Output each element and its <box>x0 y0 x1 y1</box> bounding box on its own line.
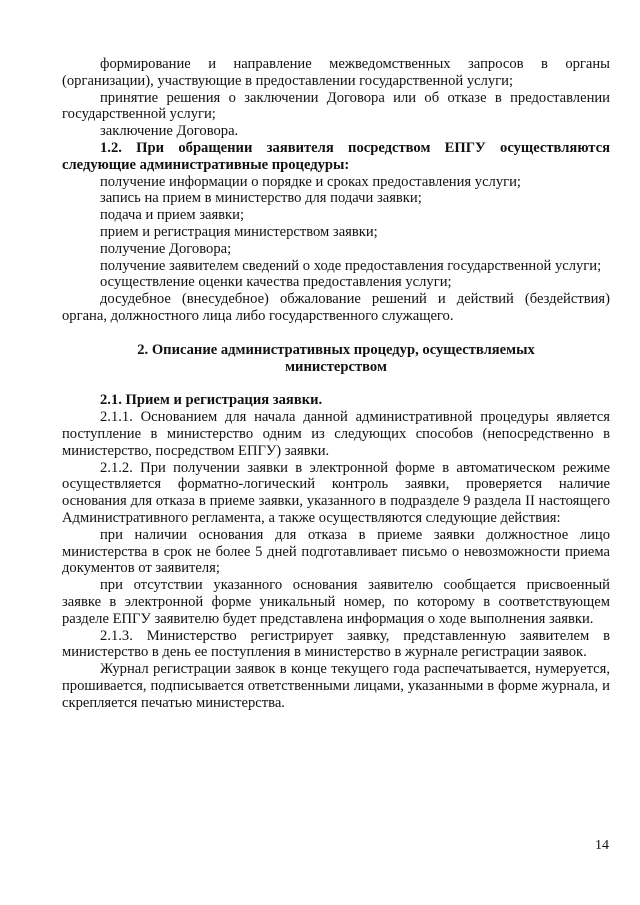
list-item-receive-contract: получение Договора; <box>100 240 232 257</box>
paragraph-refusal: при наличии основания для отказа в приеме заявки должностное лицо министерства в срок не более 5 дней подготавливает письмо о невозможности приема документов от заявителя; <box>62 526 610 577</box>
list-item-status-info: получение заявителем сведений о ходе предоставления государственной услуги; <box>100 257 602 274</box>
list-item-info: получение информации о порядке и сроках предоставления услуги; <box>100 173 521 190</box>
spacer <box>62 325 610 342</box>
paragraph-decision: принятие решения о заключении Договора или об отказе в предоставлении государственной услуги; <box>62 89 610 123</box>
paragraph-epgu-procedures: 1.2. При обращении заявителя посредством ЕПГУ осуществляются следующие административные процедуры: <box>62 139 610 173</box>
paragraph-2-1-3: 2.1.3. Министерство регистрирует заявку, представленную заявителем в министерство в день ее поступления в министерство в журнале регистрации заявок. <box>62 627 610 661</box>
list-item-registration: прием и регистрация министерством заявки; <box>100 223 378 240</box>
paragraph-journal: Журнал регистрации заявок в конце текущего года распечатывается, нумеруется, прошивается, подписывается ответственными лицами, указанными в форме журнала, и скрепляется печатью министерства. <box>62 661 610 711</box>
paragraph-contract: заключение Договора. <box>100 123 239 140</box>
page-number: 14 <box>595 838 609 853</box>
section-heading: 2. Описание административных процедур, осуществляемых министерством <box>137 341 535 375</box>
paragraph-2-1-1: 2.1.1. Основанием для начала данной административной процедуры является поступление в министерство одним из следующих способов (непосредственно в министерство, посредством ЕПГУ) заявки. <box>62 409 610 459</box>
list-item-quality: осуществление оценки качества предоставления услуги; <box>100 274 452 291</box>
list-item-submission: подача и прием заявки; <box>100 207 245 224</box>
paragraph-no-refusal: при отсутствии указанного основания заявителю сообщается присвоенный заявке в электронной форме уникальный номер, по которому в соответствующем разделе ЕПГУ заявителю будет представлена информация о ходе выполнения заявки. <box>62 577 610 627</box>
list-item-appointment: запись на прием в министерство для подачи заявки; <box>100 190 422 207</box>
list-item-appeal: досудебное (внесудебное) обжалование решений и действий (бездействия) органа, должностного лица либо государственного служащего. <box>62 291 610 324</box>
paragraph-interagency-requests: формирование и направление межведомственных запросов в органы (организации), участвующие в предоставлении государственной услуги; <box>62 56 610 89</box>
page-content <box>62 56 610 711</box>
paragraph-2-1-2: 2.1.2. При получении заявки в электронной форме в автоматическом режиме осуществляется форматно-логический контроль заявки, проверяется наличие основания для отказа в приеме заявки, указанного в подразделе 9 раздела II настоящего Административного регламента, а также осуществляются следующие действия: <box>62 459 610 526</box>
subsection-heading: 2.1. Прием и регистрация заявки. <box>100 392 323 409</box>
spacer <box>62 375 610 392</box>
